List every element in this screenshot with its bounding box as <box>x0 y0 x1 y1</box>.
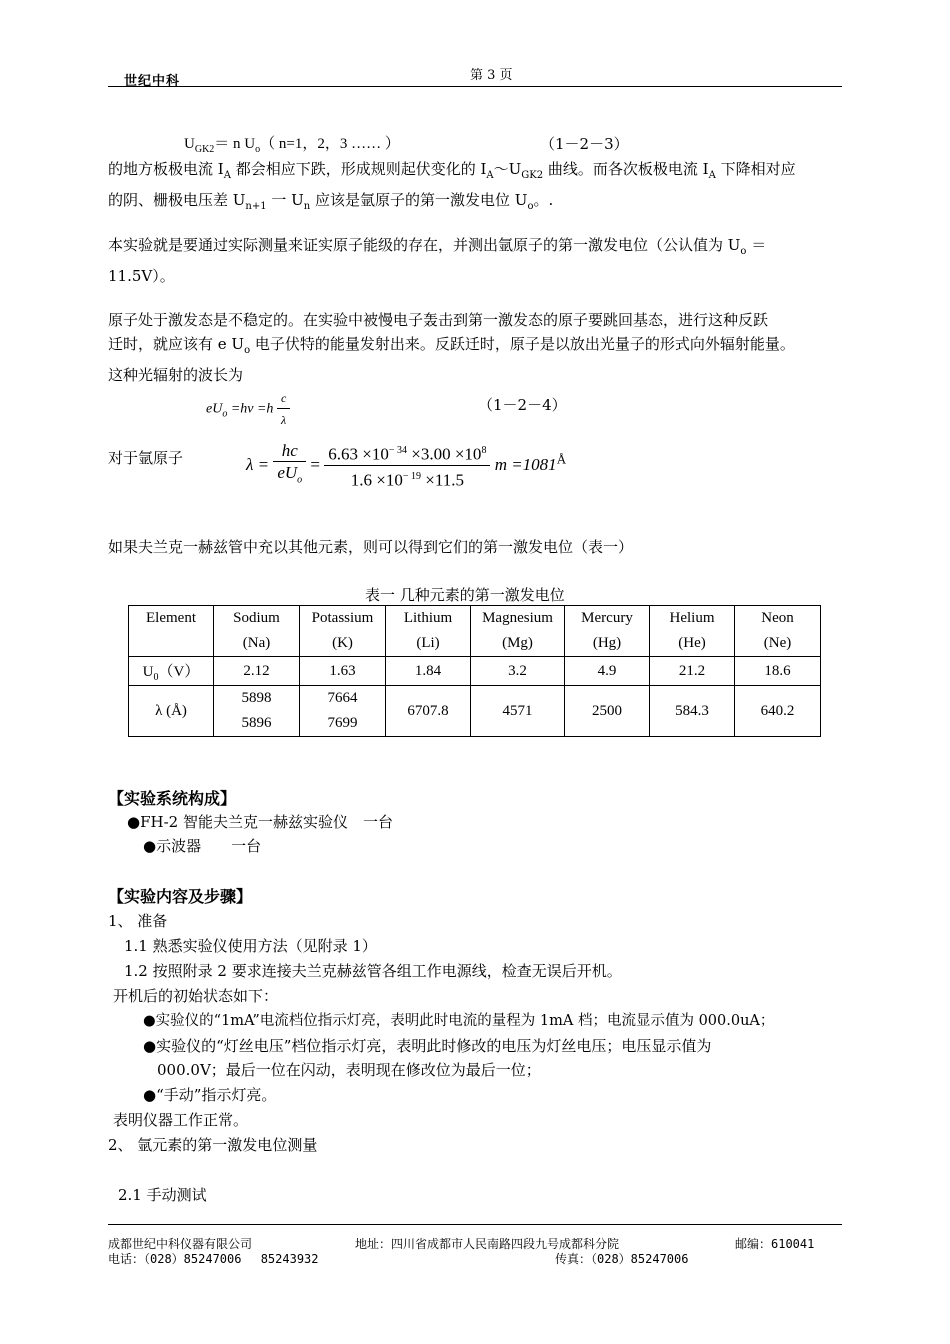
table-header-cell: Helium (He) <box>650 606 735 657</box>
list-item: ●“手动”指示灯亮。 <box>143 1086 277 1104</box>
initial-state-label: 开机后的初始状态如下： <box>113 987 279 1005</box>
table-row-label: λ (Å) <box>129 686 214 737</box>
paragraph-purpose <box>108 233 842 288</box>
paragraph-line: 迁时，就应该有 e $U_o$ 电子伏特的能量发射出来。反跃迁时，原子是以放出光量子的形式向外辐射能量。 <box>108 335 795 356</box>
equation-energy: $eU_o =h\nu =h$ $\frac{c}{\lambda}$ <box>206 388 290 431</box>
table-header-cell: Neon (Ne) <box>735 606 821 657</box>
table-header-cell: Magnesium (Mg) <box>471 606 565 657</box>
list-item: ●实验仪的“灯丝电压”档位指示灯亮，表明此时修改的电压为灯丝电压；电压显示值为 <box>143 1037 712 1055</box>
list-item: ●实验仪的“1mA”电流档位指示灯亮，表明此时电流的量程为 1mA 档；电流显示值为 000.0uA； <box>143 1013 775 1029</box>
paragraph-line: 的地方板极电流 $I_A$ 都会相应下跌，形成规则起伏变化的 $I_A\sim U_{GK2}$ 曲线。而各次板极电流 $I_A$ 下降相对应 <box>108 160 796 181</box>
table-caption: 表一 几种元素的第一激发电位 <box>365 586 565 604</box>
footer-rule <box>108 1224 842 1225</box>
table-header-row <box>129 606 821 657</box>
footer-company: 成都世纪中科仪器有限公司 <box>108 1237 253 1251</box>
table-cell: 2.12 <box>214 657 300 686</box>
header-rule <box>108 86 842 87</box>
table-header-cell: Mercury (Hg) <box>565 606 650 657</box>
step-heading: 2、 氩元素的第一激发电位测量 <box>108 1136 318 1154</box>
table-cell: 2500 <box>565 686 650 737</box>
table-header-cell: Sodium (Na) <box>214 606 300 657</box>
footer-postcode: 邮编：610041 <box>735 1237 815 1251</box>
table-row-wavelength <box>129 686 821 737</box>
section-heading-system: 【实验系统构成】 <box>108 789 237 808</box>
paragraph-line: 原子处于激发态是不稳定的。在实验中被慢电子轰击到第一激发态的原子要跳回基态，进行这种反跃 <box>108 311 769 329</box>
table-cell: 3.2 <box>471 657 565 686</box>
equation-number-1-2-3: （1－2－3） <box>540 135 629 153</box>
table-header-cell: Element <box>129 606 214 657</box>
argon-label: 对于氩原子 <box>108 449 184 467</box>
equation-number-1-2-4: （1－2－4） <box>478 396 567 414</box>
table-cell: 4.9 <box>565 657 650 686</box>
paragraph-radiation <box>108 308 842 387</box>
excitation-potential-table <box>128 605 821 737</box>
paragraph-table-intro: 如果夫兰克一赫兹管中充以其他元素，则可以得到它们的第一激发电位（表一） <box>108 538 634 556</box>
equation-ugk2: $U_{GK2}= n$ $U_o$（ n=1，2，3 …… ） <box>184 136 400 155</box>
table-cell: 7664 7699 <box>300 686 386 737</box>
table-row-potential <box>129 657 821 686</box>
table-cell: 1.63 <box>300 657 386 686</box>
table-header-cell: Potassium (K) <box>300 606 386 657</box>
paragraph-line: 这种光辐射的波长为 <box>108 366 244 384</box>
paragraph-line: 本实验就是要通过实际测量来证实原子能级的存在，并测出氩原子的第一激发电位（公认值为 $U_o$ ＝ <box>108 236 767 257</box>
step-item: 2.1 手动测试 <box>118 1186 207 1204</box>
section-heading-procedure: 【实验内容及步骤】 <box>108 887 253 906</box>
list-item: ●FH-2 智能夫兰克一赫兹实验仪 一台 <box>127 813 393 831</box>
paragraph-line: 的阴、栅极电压差 $U_{n+1}$ 一 $U_n$ 应该是氩原子的第一激发电位 $U_o$。. <box>108 191 554 212</box>
table-cell: 18.6 <box>735 657 821 686</box>
table-cell: 1.84 <box>386 657 471 686</box>
table-cell: 5898 5896 <box>214 686 300 737</box>
step-item: 1.2 按照附录 2 要求连接夫兰克赫兹管各组工作电源线，检查无误后开机。 <box>124 962 622 980</box>
status-normal-text: 表明仪器工作正常。 <box>113 1111 249 1129</box>
footer-phone: 电话：（028）85247006 85243932 <box>108 1252 319 1266</box>
table-cell: 6707.8 <box>386 686 471 737</box>
paragraph-curve <box>108 157 842 219</box>
step-item: 1.1 熟悉实验仪使用方法（见附录 1） <box>124 937 377 955</box>
paragraph-line: 11.5V）。 <box>108 267 175 285</box>
step-heading: 1、 准备 <box>108 912 168 930</box>
table-header-cell: Lithium (Li) <box>386 606 471 657</box>
list-item: ●示波器 一台 <box>143 837 262 855</box>
list-item-continuation: 000.0V；最后一位在闪动，表明现在修改位为最后一位； <box>157 1061 541 1079</box>
footer-fax: 传真：（028）85247006 <box>555 1252 689 1266</box>
table-row-label: $U_0(V)$ <box>129 657 214 686</box>
equation-wavelength: λ = $\frac{hc}{eU_o}$ = $\frac{6.63 \times 10^{- 34} \times 3.00 \times 10^8}{1.6 \times 10^{- 19} \times 11.5}$ $m =1081^Å$ <box>246 441 567 490</box>
footer-address: 地址：四川省成都市人民南路四段九号成都科分院 <box>355 1237 620 1251</box>
table-cell: 4571 <box>471 686 565 737</box>
table-cell: 640.2 <box>735 686 821 737</box>
table-cell: 584.3 <box>650 686 735 737</box>
header-brand: 世纪中科 <box>124 74 181 89</box>
table-cell: 21.2 <box>650 657 735 686</box>
header-page-number: 第 3 页 <box>470 68 513 83</box>
